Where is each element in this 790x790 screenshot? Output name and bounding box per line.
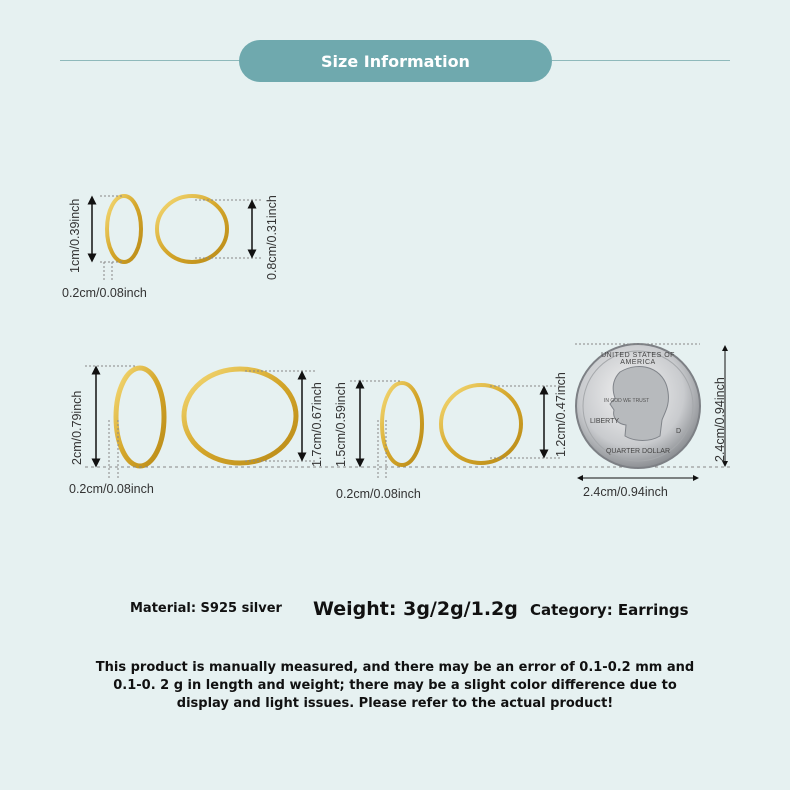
- coin-bottom-text: QUARTER DOLLAR: [605, 448, 671, 455]
- medium-earring-pair: [350, 381, 560, 480]
- medium-hoop-side: [382, 383, 422, 465]
- small-earring-pair: [92, 196, 262, 280]
- coin-mint-mark: D: [676, 428, 682, 435]
- medium-inner-label: 1.2cm/0.47inch: [554, 372, 568, 457]
- coin-motto-text: IN GOD WE TRUST: [604, 398, 650, 404]
- medium-thickness-label: 0.2cm/0.08inch: [336, 487, 421, 501]
- measurement-note: This product is manually measured, and there may be an error of 0.1-0.2 mm and 0.1-0. 2 g in length and weight; there may be a slight color difference due to display and light issues. Please refer to the actual product!: [95, 660, 695, 711]
- large-inner-label: 1.7cm/0.67inch: [310, 382, 324, 467]
- medium-hoop-front: [441, 385, 521, 463]
- small-height-label: 1cm/0.39inch: [68, 198, 82, 273]
- small-thickness-label: 0.2cm/0.08inch: [62, 286, 147, 300]
- medium-height-label: 1.5cm/0.59inch: [334, 382, 348, 467]
- coin-width-label: 2.4cm/0.94inch: [583, 485, 668, 499]
- large-hoop-front: [184, 369, 296, 463]
- small-hoop-side: [107, 196, 141, 262]
- banner-title: Size Information: [321, 51, 470, 71]
- large-height-label: 2cm/0.79inch: [70, 390, 84, 465]
- small-inner-label: 0.8cm/0.31inch: [265, 195, 279, 280]
- small-hoop-front: [157, 196, 227, 262]
- coin-height-label: 2.4cm/0.94inch: [713, 377, 727, 462]
- large-thickness-label: 0.2cm/0.08inch: [69, 482, 154, 496]
- material-text: Material: S925 silver: [130, 601, 282, 616]
- large-hoop-side: [116, 368, 164, 466]
- weight-text: Weight: 3g/2g/1.2g: [313, 598, 518, 620]
- category-text: Category: Earrings: [530, 601, 689, 619]
- coin-top-text: UNITED STATES OF AMERICA: [601, 352, 675, 366]
- coin-liberty-text: LIBERTY: [590, 418, 620, 425]
